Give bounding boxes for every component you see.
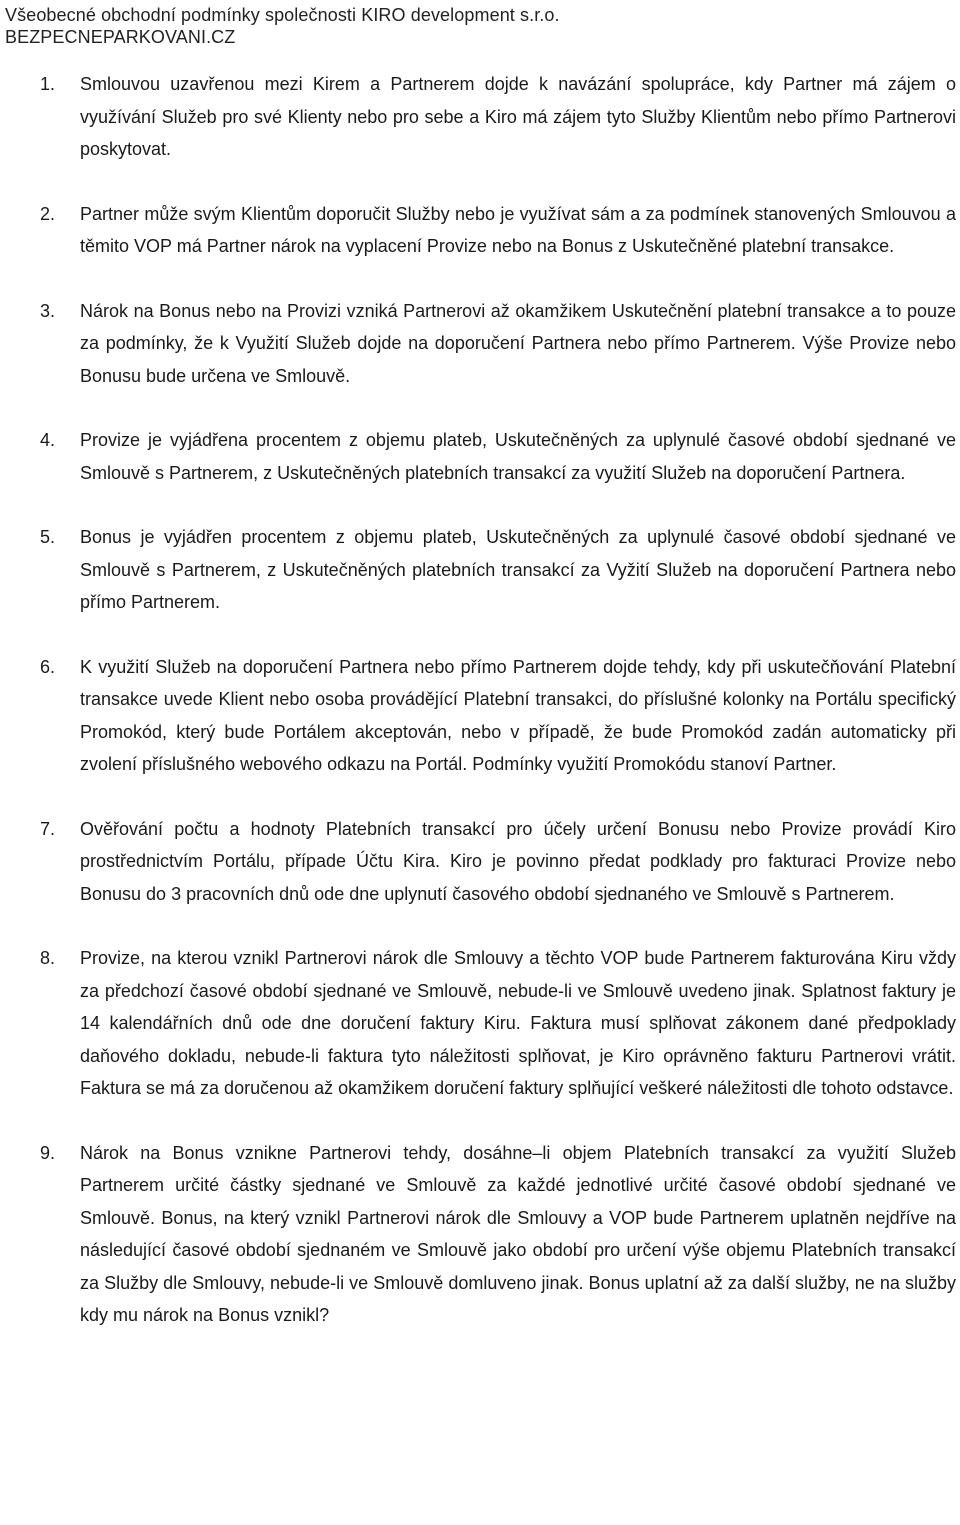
clause-number: 9. [40, 1142, 56, 1163]
clause-number: 5. [40, 527, 56, 547]
clause-number: 4. [40, 430, 56, 450]
clause-text: Partner může svým Klientům doporučit Služby nebo je využívat sám a za podmínek stanovených Smlouvou a těmito VOP má Partner nárok na vyplacení Provize nebo na Bonus z Uskutečněné platební transakce. [80, 203, 956, 256]
clause-1 [0, 68, 960, 166]
clause-text: Nárok na Bonus nebo na Provizi vzniká Partnerovi až okamžikem Uskutečnění platební transakce a to pouze za podmínky, že k Využití Služeb dojde na doporučení Partnera nebo přímo Partnerem. Výše Provize nebo Bonusu bude určena ve Smlouvě. [80, 300, 956, 386]
clause-number: 6. [40, 656, 56, 677]
clause-text: Provize, na kterou vznikl Partnerovi nárok dle Smlouvy a těchto VOP bude Partnerem fakturována Kiru vždy za předchozí časové období sjednané ve Smlouvě, nebude-li ve Smlouvě uvedeno jinak. Splatnost faktury je 14 kalendářních dnů ode dne doručení faktury Kiru. Faktura musí splňovat zákonem dané předpoklady daňového dokladu, nebude-li faktura tyto náležitosti splňovat, je Kiro oprávněno fakturu Partnerovi vrátit. Faktura se má za doručenou až okamžikem doručení faktury splňující veškeré náležitosti dle tohoto odstavce. [80, 948, 956, 1098]
document-title: Všeobecné obchodní podmínky společnosti KIRO development s.r.o. [5, 5, 560, 25]
clause-number: 7. [40, 818, 56, 839]
clause-4 [0, 424, 960, 489]
clause-list [0, 68, 960, 1364]
clause-text: K využití Služeb na doporučení Partnera nebo přímo Partnerem dojde tehdy, kdy při uskutečňování Platební transakce uvede Klient nebo osoba provádějící Platební transakci, do příslušné kolonky na Portálu specifický Promokód, který bude Portálem akceptován, nebo v případě, že bude Promokód zadán automaticky při zvolení příslušného webového odkazu na Portál. Podmínky využití Promokódu stanoví Partner. [80, 656, 956, 774]
clause-3 [0, 295, 960, 393]
clause-text: Nárok na Bonus vznikne Partnerovi tehdy, dosáhne–li objem Platebních transakcí za využití Služeb Partnerem určité částky sjednané ve Smlouvě za každé jednotlivé určité časové období sjednané ve Smlouvě. Bonus, na který vznikl Partnerovi nárok dle Smlouvy a VOP bude Partnerem uplatněn nejdříve na následující časové období sjednaném ve Smlouvě jako období pro určení výše objemu Platebních transakcí za Služby dle Smlouvy, nebude-li ve Smlouvě domluveno jinak. Bonus uplatní až za další služby, ne na služby kdy mu nárok na Bonus vznikl? [80, 1142, 956, 1325]
clause-6 [0, 651, 960, 781]
clause-2 [0, 198, 960, 263]
clause-9 [0, 1137, 960, 1332]
document-header [5, 4, 560, 48]
clause-number: 1. [40, 74, 56, 94]
clause-text: Provize je vyjádřena procentem z objemu plateb, Uskutečněných za uplynulé časové období sjednané ve Smlouvě s Partnerem, z Uskutečněných platebních transakcí za využití Služeb na doporučení Partnera. [80, 430, 956, 483]
clause-text: Bonus je vyjádřen procentem z objemu plateb, Uskutečněných za uplynulé časové období sjednané ve Smlouvě s Partnerem, z Uskutečněných platebních transakcí za Vyžití Služeb na doporučení Partnera nebo přímo Partnerem. [80, 527, 956, 612]
clause-8 [0, 942, 960, 1105]
clause-text: Ověřování počtu a hodnoty Platebních transakcí pro účely určení Bonusu nebo Provize provádí Kiro prostřednictvím Portálu, případe Účtu Kira. Kiro je povinno předat podklady pro fakturaci Provize nebo Bonusu do 3 pracovních dnů ode dne uplynutí časového období sjednaného ve Smlouvě s Partnerem. [80, 818, 956, 904]
document-subtitle: BEZPECNEPARKOVANI.CZ [5, 27, 236, 47]
clause-number: 8. [40, 948, 56, 968]
clause-5 [0, 521, 960, 619]
clause-7 [0, 813, 960, 911]
clause-text: Smlouvou uzavřenou mezi Kirem a Partnerem dojde k navázání spolupráce, kdy Partner má zájem o využívání Služeb pro své Klienty nebo pro sebe a Kiro má zájem tyto Služby Klientům nebo přímo Partnerovi poskytovat. [80, 74, 956, 159]
clause-number: 3. [40, 300, 56, 321]
clause-number: 2. [40, 203, 56, 224]
